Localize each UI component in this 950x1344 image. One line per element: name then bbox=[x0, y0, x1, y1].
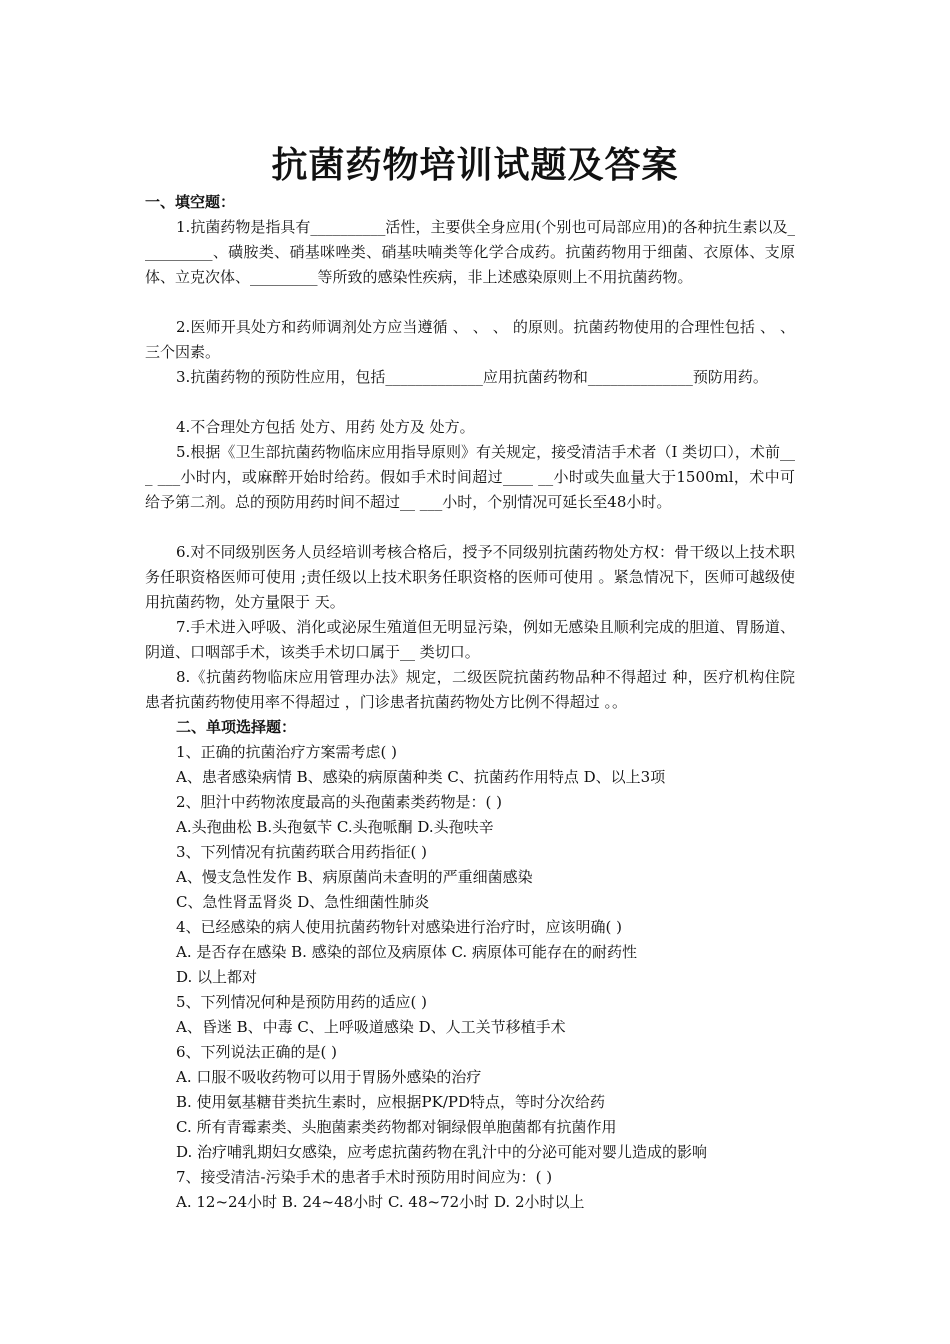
choice-line: A、昏迷 B、中毒 C、上呼吸道感染 D、人工关节移植手术 bbox=[176, 1018, 566, 1036]
choice-line: C、急性肾盂肾炎 D、急性细菌性肺炎 bbox=[176, 893, 430, 911]
choice-line: A. 是否存在感染 B. 感染的部位及病原体 C. 病原体可能存在的耐药性 bbox=[176, 943, 637, 961]
fill-blank-question-1: 1.抗菌药物是指具有__________活性，主要供全身应用(个别也可局部应用)的各种抗生素以及__________、磺胺类、硝基咪唑类、硝基呋喃类等化学合成药。抗菌药物用于细菌、衣原体、支原体、立克次体、_________等所致的感染性疾病，非上述感染原则上不用抗菌药物。 bbox=[145, 218, 795, 286]
section-heading-single-choice: 二、单项选择题： bbox=[176, 718, 297, 736]
fill-blank-question-4: 4.不合理处方包括 处方、用药 处方及 处方。 bbox=[176, 418, 475, 436]
choice-line: A. 口服不吸收药物可以用于胃肠外感染的治疗 bbox=[176, 1068, 482, 1086]
section-heading-fill-blanks: 一、填空题： bbox=[145, 193, 236, 211]
fill-blank-question-5: 5.根据《卫生部抗菌药物临床应用指导原则》有关规定，接受清洁手术者（Ⅰ 类切口），术前___ ___小时内，或麻醉开始时给药。假如手术时间超过____ __小时或失血量大于1500ml，术中可给予第二剂。总的预防用药时间不超过__ ___小时，个别情况可延长至48小时。 bbox=[145, 443, 795, 511]
choice-line: 7、接受清洁-污染手术的患者手术时预防用时间应为：( ) bbox=[176, 1168, 553, 1186]
choice-line: B. 使用氨基糖苷类抗生素时，应根据PK/PD特点，等时分次给药 bbox=[176, 1093, 606, 1111]
choice-line: D. 以上都对 bbox=[176, 968, 258, 986]
choice-line: 1、正确的抗菌治疗方案需考虑( ) bbox=[176, 743, 398, 761]
choice-line: 2、胆汁中药物浓度最高的头孢菌素类药物是：( ) bbox=[176, 793, 503, 811]
choice-line: D. 治疗哺乳期妇女感染，应考虑抗菌药物在乳汁中的分泌可能对婴儿造成的影响 bbox=[176, 1143, 708, 1161]
choice-line: 4、已经感染的病人使用抗菌药物针对感染进行治疗时，应该明确( ) bbox=[176, 918, 623, 936]
choice-line: A、慢支急性发作 B、病原菌尚未查明的严重细菌感染 bbox=[176, 868, 533, 886]
fill-blank-question-8: 8.《抗菌药物临床应用管理办法》规定，二级医院抗菌药物品种不得超过 种，医疗机构住院患者抗菌药物使用率不得超过 ，门诊患者抗菌药物处方比例不得超过 。。 bbox=[145, 668, 795, 711]
fill-blank-question-6: 6.对不同级别医务人员经培训考核合格后，授予不同级别抗菌药物处方权：骨干级以上技术职务任职资格医师可使用 ;责任级以上技术职务任职资格的医师可使用 。紧急情况下，医师可越级使用抗菌药物，处方量限于 天。 bbox=[145, 543, 795, 611]
choice-line: 5、下列情况何种是预防用药的适应( ) bbox=[176, 993, 428, 1011]
fill-blank-question-3: 3.抗菌药物的预防性应用，包括_____________应用抗菌药物和______________预防用药。 bbox=[176, 368, 768, 386]
choice-line: A、患者感染病情 B、感染的病原菌种类 C、抗菌药作用特点 D、以上3项 bbox=[176, 768, 666, 786]
fill-blank-question-7: 7.手术进入呼吸、消化或泌尿生殖道但无明显污染，例如无感染且顺利完成的胆道、胃肠道、阴道、口咽部手术，该类手术切口属于__ 类切口。 bbox=[145, 618, 795, 661]
fill-blank-question-2: 2.医师开具处方和药师调剂处方应当遵循 、 、 、 的原则。抗菌药物使用的合理性包括 、 、 三个因素。 bbox=[145, 318, 795, 361]
choice-line: 3、下列情况有抗菌药联合用药指征( ) bbox=[176, 843, 428, 861]
choice-line: A.头孢曲松 B.头孢氨苄 C.头孢哌酮 D.头孢呋辛 bbox=[176, 818, 494, 836]
choice-line: C. 所有青霉素类、头胞菌素类药物都对铜绿假单胞菌都有抗菌作用 bbox=[176, 1118, 617, 1136]
choice-line: 6、下列说法正确的是( ) bbox=[176, 1043, 338, 1061]
document-title: 抗菌药物培训试题及答案 bbox=[271, 144, 679, 186]
choice-line: A. 12~24小时 B. 24~48小时 C. 48~72小时 D. 2小时以上 bbox=[176, 1193, 585, 1211]
